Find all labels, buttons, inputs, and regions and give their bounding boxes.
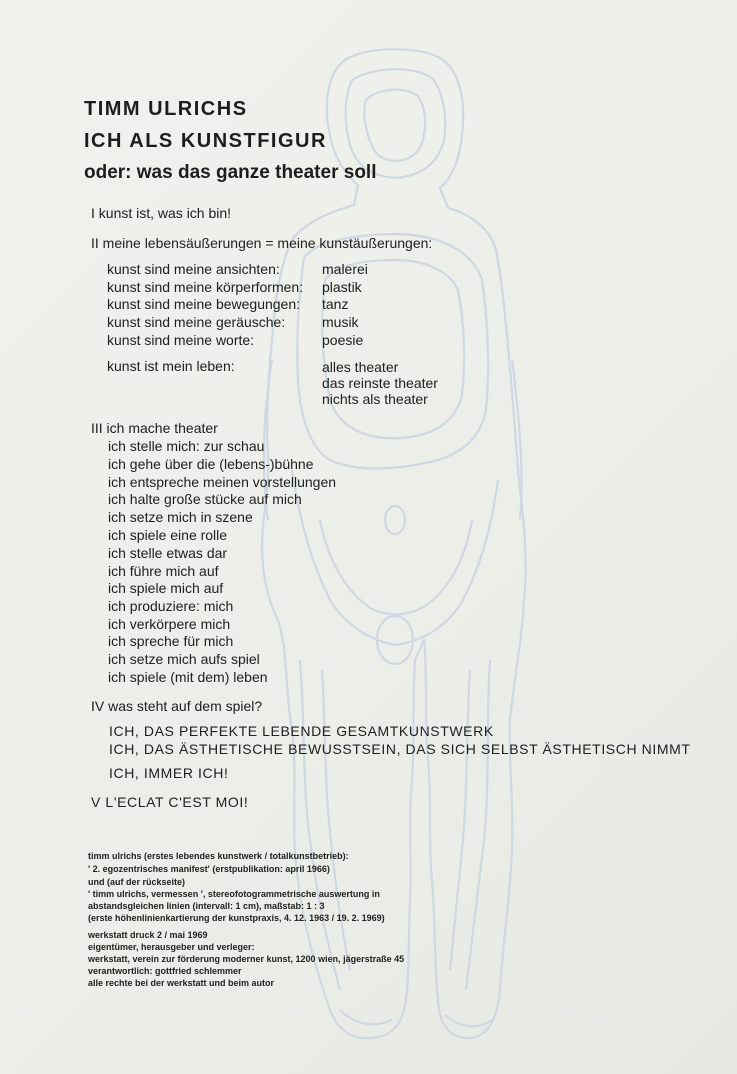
life-value: nichts als theater <box>322 391 428 407</box>
section-2-intro: II meine lebensäußerungen = meine kunstäußerungen: <box>91 235 433 251</box>
footer-line: alle rechte bei der werkstatt und beim autor <box>88 978 275 988</box>
footer-line: abstandsgleichen linien (intervall: 1 cm), maßstab: 1 : 3 <box>88 901 325 911</box>
section-4-line: ICH, DAS ÄSTHETISCHE BEWUSSTSEIN, DAS SICH SELBST ÄSTHETISCH NIMMT <box>109 741 691 757</box>
section-2-row-right: plastik <box>322 279 362 295</box>
section-4-line: ICH, DAS PERFEKTE LEBENDE GESAMTKUNSTWERK <box>109 723 494 739</box>
title-heading: ICH ALS KUNSTFIGUR <box>84 130 327 152</box>
section-3-line: ich entspreche meinen vorstellungen <box>108 474 337 490</box>
section-3-line: ich spiele eine rolle <box>108 527 228 543</box>
subtitle-heading: oder: was das ganze theater soll <box>84 162 377 183</box>
section-1-text: I kunst ist, was ich bin! <box>91 205 232 221</box>
footer-line: werkstatt, verein zur förderung moderner kunst, 1200 wien, jägerstraße 45 <box>88 954 405 964</box>
section-3-line: ich produziere: mich <box>108 598 234 614</box>
section-2-row-left: kunst sind meine geräusche: <box>107 314 286 330</box>
section-3-line: ich stelle etwas dar <box>108 545 228 561</box>
section-2-row-right: musik <box>322 314 359 330</box>
section-3-line: ich gehe über die (lebens-)bühne <box>108 456 314 472</box>
section-2-row-right: malerei <box>322 261 368 277</box>
section-4-line: ICH, IMMER ICH! <box>109 765 229 781</box>
section-2-row-left: kunst sind meine körperformen: <box>107 279 304 295</box>
footer-line: und (auf der rückseite) <box>88 877 186 887</box>
section-3-line: ich führe mich auf <box>108 563 219 579</box>
section-3-line: ich spreche für mich <box>108 633 234 649</box>
section-2-row-left: kunst sind meine bewegungen: <box>107 296 301 312</box>
footer-line: timm ulrichs (erstes lebendes kunstwerk / totalkunstbetrieb): <box>88 851 349 861</box>
section-3-line: ich setze mich in szene <box>108 509 253 525</box>
section-3-line: ich spiele (mit dem) leben <box>108 669 268 685</box>
section-4-intro: IV was steht auf dem spiel? <box>91 698 263 714</box>
footer-line: eigentümer, herausgeber und verleger: <box>88 942 255 952</box>
author-heading: TIMM ULRICHS <box>84 98 248 120</box>
life-value: alles theater <box>322 359 399 375</box>
section-3-line: ich halte große stücke auf mich <box>108 491 302 507</box>
section-3-intro: III ich mache theater <box>91 420 218 436</box>
section-3-line: ich setze mich aufs spiel <box>108 651 260 667</box>
life-label: kunst ist mein leben: <box>107 358 235 374</box>
footer-line: ' timm ulrichs, vermessen ', stereofotogrammetrische auswertung in <box>88 889 380 899</box>
section-2-row-right: tanz <box>322 296 349 312</box>
footer-line: ' 2. egozentrisches manifest' (erstpublikation: april 1966) <box>88 864 330 874</box>
footer-line: verantwortlich: gottfried schlemmer <box>88 966 242 976</box>
footer-line: werkstatt druck 2 / mai 1969 <box>88 930 208 940</box>
section-2-row-right: poesie <box>322 332 364 348</box>
section-3-line: ich verkörpere mich <box>108 616 231 632</box>
life-value: das reinste theater <box>322 375 438 391</box>
footer-line: (erste höhenlinienkartierung der kunstpraxis, 4. 12. 1963 / 19. 2. 1969) <box>88 913 385 923</box>
section-3-line: ich stelle mich: zur schau <box>108 438 265 454</box>
section-5-text: V L'ECLAT C'EST MOI! <box>91 794 249 810</box>
section-2-row-left: kunst sind meine ansichten: <box>107 261 280 277</box>
section-3-line: ich spiele mich auf <box>108 580 224 596</box>
section-2-row-left: kunst sind meine worte: <box>107 332 255 348</box>
